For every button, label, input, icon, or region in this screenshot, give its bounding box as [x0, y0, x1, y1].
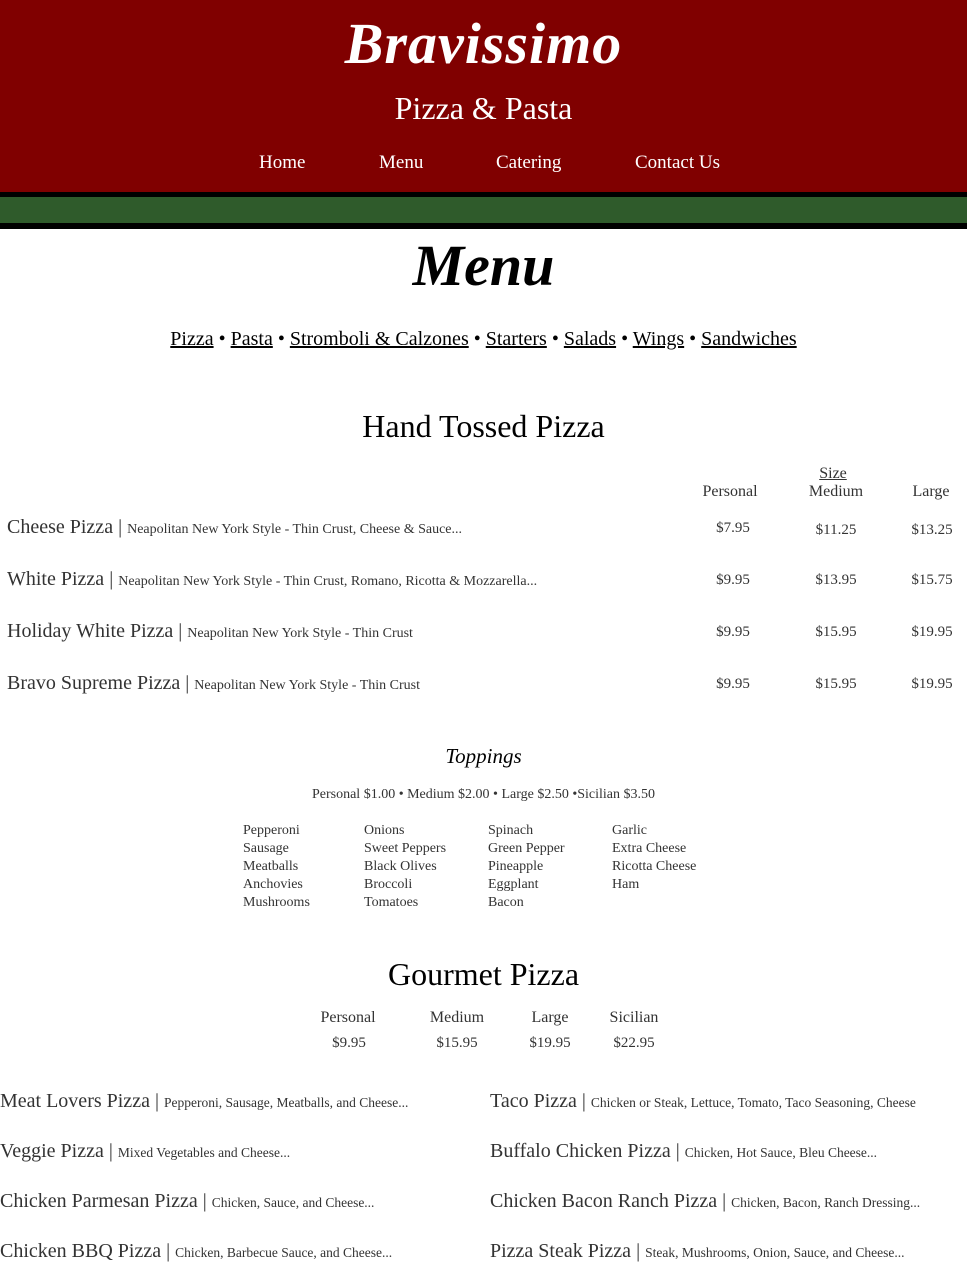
menu-item-row: Buffalo Chicken Pizza | Chicken, Hot Sauce, Bleu Cheese... [490, 1140, 878, 1162]
separator: • [551, 328, 559, 350]
price-personal: $9.95 [716, 572, 750, 588]
topping-item: Broccoli [364, 877, 413, 892]
price-large: $19.95 [911, 676, 953, 692]
item-description: Mixed Vegetables and Cheese... [117, 1145, 291, 1160]
item-name: Meat Lovers Pizza [0, 1090, 150, 1112]
nav-catering[interactable]: Catering [496, 152, 562, 173]
price-personal: $7.95 [716, 520, 750, 536]
toppings-column [488, 822, 565, 912]
topping-item: Ricotta Cheese [612, 859, 697, 874]
topping-item: Pepperoni [243, 823, 300, 838]
divider-stripe-green [0, 197, 967, 223]
item-name: Chicken BBQ Pizza [0, 1240, 162, 1262]
menu-item-row: Cheese Pizza | Neapolitan New York Style - Thin Crust, Cheese & Sauce... $7.95 $11.25 $13.25 [7, 516, 967, 546]
category-link-pizza[interactable]: Pizza [170, 328, 214, 350]
item-description: Chicken or Steak, Lettuce, Tomato, Taco Seasoning, Cheese [590, 1095, 916, 1110]
topping-item: Green Pepper [488, 841, 565, 856]
menu-item-row: Holiday White Pizza | Neapolitan New York Style - Thin Crust $9.95 $15.95 $19.95 [7, 620, 967, 650]
price-large: $19.95 [911, 624, 953, 640]
topping-item: Sausage [243, 841, 289, 856]
menu-item-row: Meat Lovers Pizza | Pepperoni, Sausage, Meatballs, and Cheese... [0, 1090, 409, 1112]
tagline: Pizza & Pasta [394, 90, 573, 126]
item-description: Chicken, Sauce, and Cheese... [211, 1195, 375, 1210]
topping-item: Garlic [612, 823, 647, 838]
price-personal: $9.95 [332, 1035, 366, 1051]
category-link-sandwiches[interactable]: Sandwiches [701, 328, 797, 350]
menu-item-row: Chicken Parmesan Pizza | Chicken, Sauce, and Cheese... [0, 1190, 375, 1212]
menu-item-row: Pizza Steak Pizza | Steak, Mushrooms, Onion, Sauce, and Cheese... [490, 1240, 905, 1262]
item-name: Buffalo Chicken Pizza [490, 1140, 671, 1162]
menu-item-row: Bravo Supreme Pizza | Neapolitan New York Style - Thin Crust $9.95 $15.95 $19.95 [7, 672, 967, 702]
separator: • [218, 328, 226, 350]
item-description: Neapolitan New York Style - Thin Crust [194, 678, 420, 693]
nav-menu[interactable]: Menu [379, 152, 424, 173]
price-medium: $15.95 [436, 1035, 478, 1051]
menu-item-row: White Pizza | Neapolitan New York Style - Thin Crust, Romano, Ricotta & Mozzarella... $9.95 $13.95 $15.75 [7, 568, 967, 598]
price-medium: $13.95 [815, 572, 857, 588]
column-header-personal: Personal [320, 1009, 376, 1026]
topping-item: Black Olives [364, 859, 437, 874]
topping-item: Eggplant [488, 877, 539, 892]
topping-item: Bacon [488, 895, 524, 910]
price-personal: $9.95 [716, 624, 750, 640]
page-title: Menu [412, 233, 555, 298]
item-description: Neapolitan New York Style - Thin Crust, Cheese & Sauce... [127, 522, 463, 537]
toppings-column [364, 822, 446, 912]
column-header-medium: Medium [808, 483, 864, 500]
topping-item: Extra Cheese [612, 841, 687, 856]
topping-item: Meatballs [243, 859, 299, 874]
section-title-gourmet: Gourmet Pizza [387, 956, 580, 992]
item-name: Cheese Pizza [7, 516, 114, 538]
item-name: White Pizza [7, 568, 105, 590]
toppings-prices: Personal $1.00 • Medium $2.00 • Large $2.50 •Sicilian $3.50 [311, 787, 656, 802]
category-nav [0, 328, 967, 351]
item-description: Pepperoni, Sausage, Meatballs, and Cheese... [163, 1095, 409, 1110]
topping-item: Onions [364, 823, 405, 838]
menu-item-row: Chicken BBQ Pizza | Chicken, Barbecue Sauce, and Cheese... [0, 1240, 393, 1262]
item-description: Chicken, Bacon, Ranch Dressing... [731, 1195, 921, 1210]
price-medium: $15.95 [815, 624, 857, 640]
topping-item: Ham [612, 877, 640, 892]
topping-item: Mushrooms [243, 895, 310, 910]
separator: • [277, 328, 285, 350]
item-description: Chicken, Barbecue Sauce, and Cheese... [175, 1245, 393, 1260]
topping-item: Spinach [488, 823, 534, 838]
logo[interactable]: Bravissimo [344, 11, 623, 76]
item-name: Pizza Steak Pizza [490, 1240, 632, 1262]
menu-item-row: Taco Pizza | Chicken or Steak, Lettuce, Tomato, Taco Seasoning, Cheese [490, 1090, 916, 1112]
topping-item: Anchovies [243, 877, 303, 892]
category-link-salads[interactable]: Salads [563, 328, 617, 350]
topping-item: Tomatoes [364, 895, 419, 910]
item-description: Neapolitan New York Style - Thin Crust [187, 626, 413, 641]
menu-item-row: Veggie Pizza | Mixed Vegetables and Cheese... [0, 1140, 291, 1162]
size-label: Size [819, 465, 847, 482]
price-large: $13.25 [911, 522, 953, 538]
toppings-title: Toppings [445, 744, 522, 768]
item-name: Chicken Bacon Ranch Pizza [490, 1190, 718, 1212]
separator: • [473, 328, 481, 350]
price-sicilian: $22.95 [613, 1035, 655, 1051]
category-link-starters[interactable]: Starters [485, 328, 547, 350]
topping-item: Sweet Peppers [364, 841, 447, 856]
column-header-large: Large [912, 483, 950, 500]
column-header-sicilian: Sicilian [609, 1009, 659, 1026]
price-large: $19.95 [529, 1035, 571, 1051]
section-title-hand-tossed: Hand Tossed Pizza [362, 408, 605, 444]
separator: • [689, 328, 697, 350]
column-header-large: Large [531, 1009, 569, 1026]
item-name: Chicken Parmesan Pizza [0, 1190, 198, 1212]
category-link-pasta[interactable]: Pasta [230, 328, 273, 350]
item-name: Taco Pizza [490, 1090, 577, 1112]
item-description: Chicken, Hot Sauce, Bleu Cheese... [684, 1145, 878, 1160]
menu-item-row: Chicken Bacon Ranch Pizza | Chicken, Bacon, Ranch Dressing... [490, 1190, 921, 1212]
toppings-column [243, 822, 310, 912]
separator: • [621, 328, 629, 350]
column-header-personal: Personal [702, 483, 758, 500]
nav-contact-us[interactable]: Contact Us [635, 152, 720, 173]
site-header [0, 0, 967, 192]
column-header-medium: Medium [429, 1009, 485, 1026]
item-name: Veggie Pizza [0, 1140, 104, 1162]
price-large: $15.75 [911, 572, 953, 588]
item-description: Neapolitan New York Style - Thin Crust, Romano, Ricotta & Mozzarella... [118, 574, 538, 589]
toppings-column [612, 822, 696, 894]
item-description: Steak, Mushrooms, Onion, Sauce, and Cheese... [645, 1245, 905, 1260]
category-link-stromboli[interactable]: Stromboli & Calzones [289, 328, 469, 350]
price-medium: $11.25 [815, 522, 857, 538]
divider-stripe [0, 223, 967, 229]
category-link-wings[interactable]: Wings [632, 328, 685, 350]
item-name: Bravo Supreme Pizza [7, 672, 181, 694]
price-personal: $9.95 [716, 676, 750, 692]
nav-home[interactable]: Home [259, 152, 306, 173]
topping-item: Pineapple [488, 859, 544, 874]
item-name: Holiday White Pizza [7, 620, 174, 642]
price-medium: $15.95 [815, 676, 857, 692]
